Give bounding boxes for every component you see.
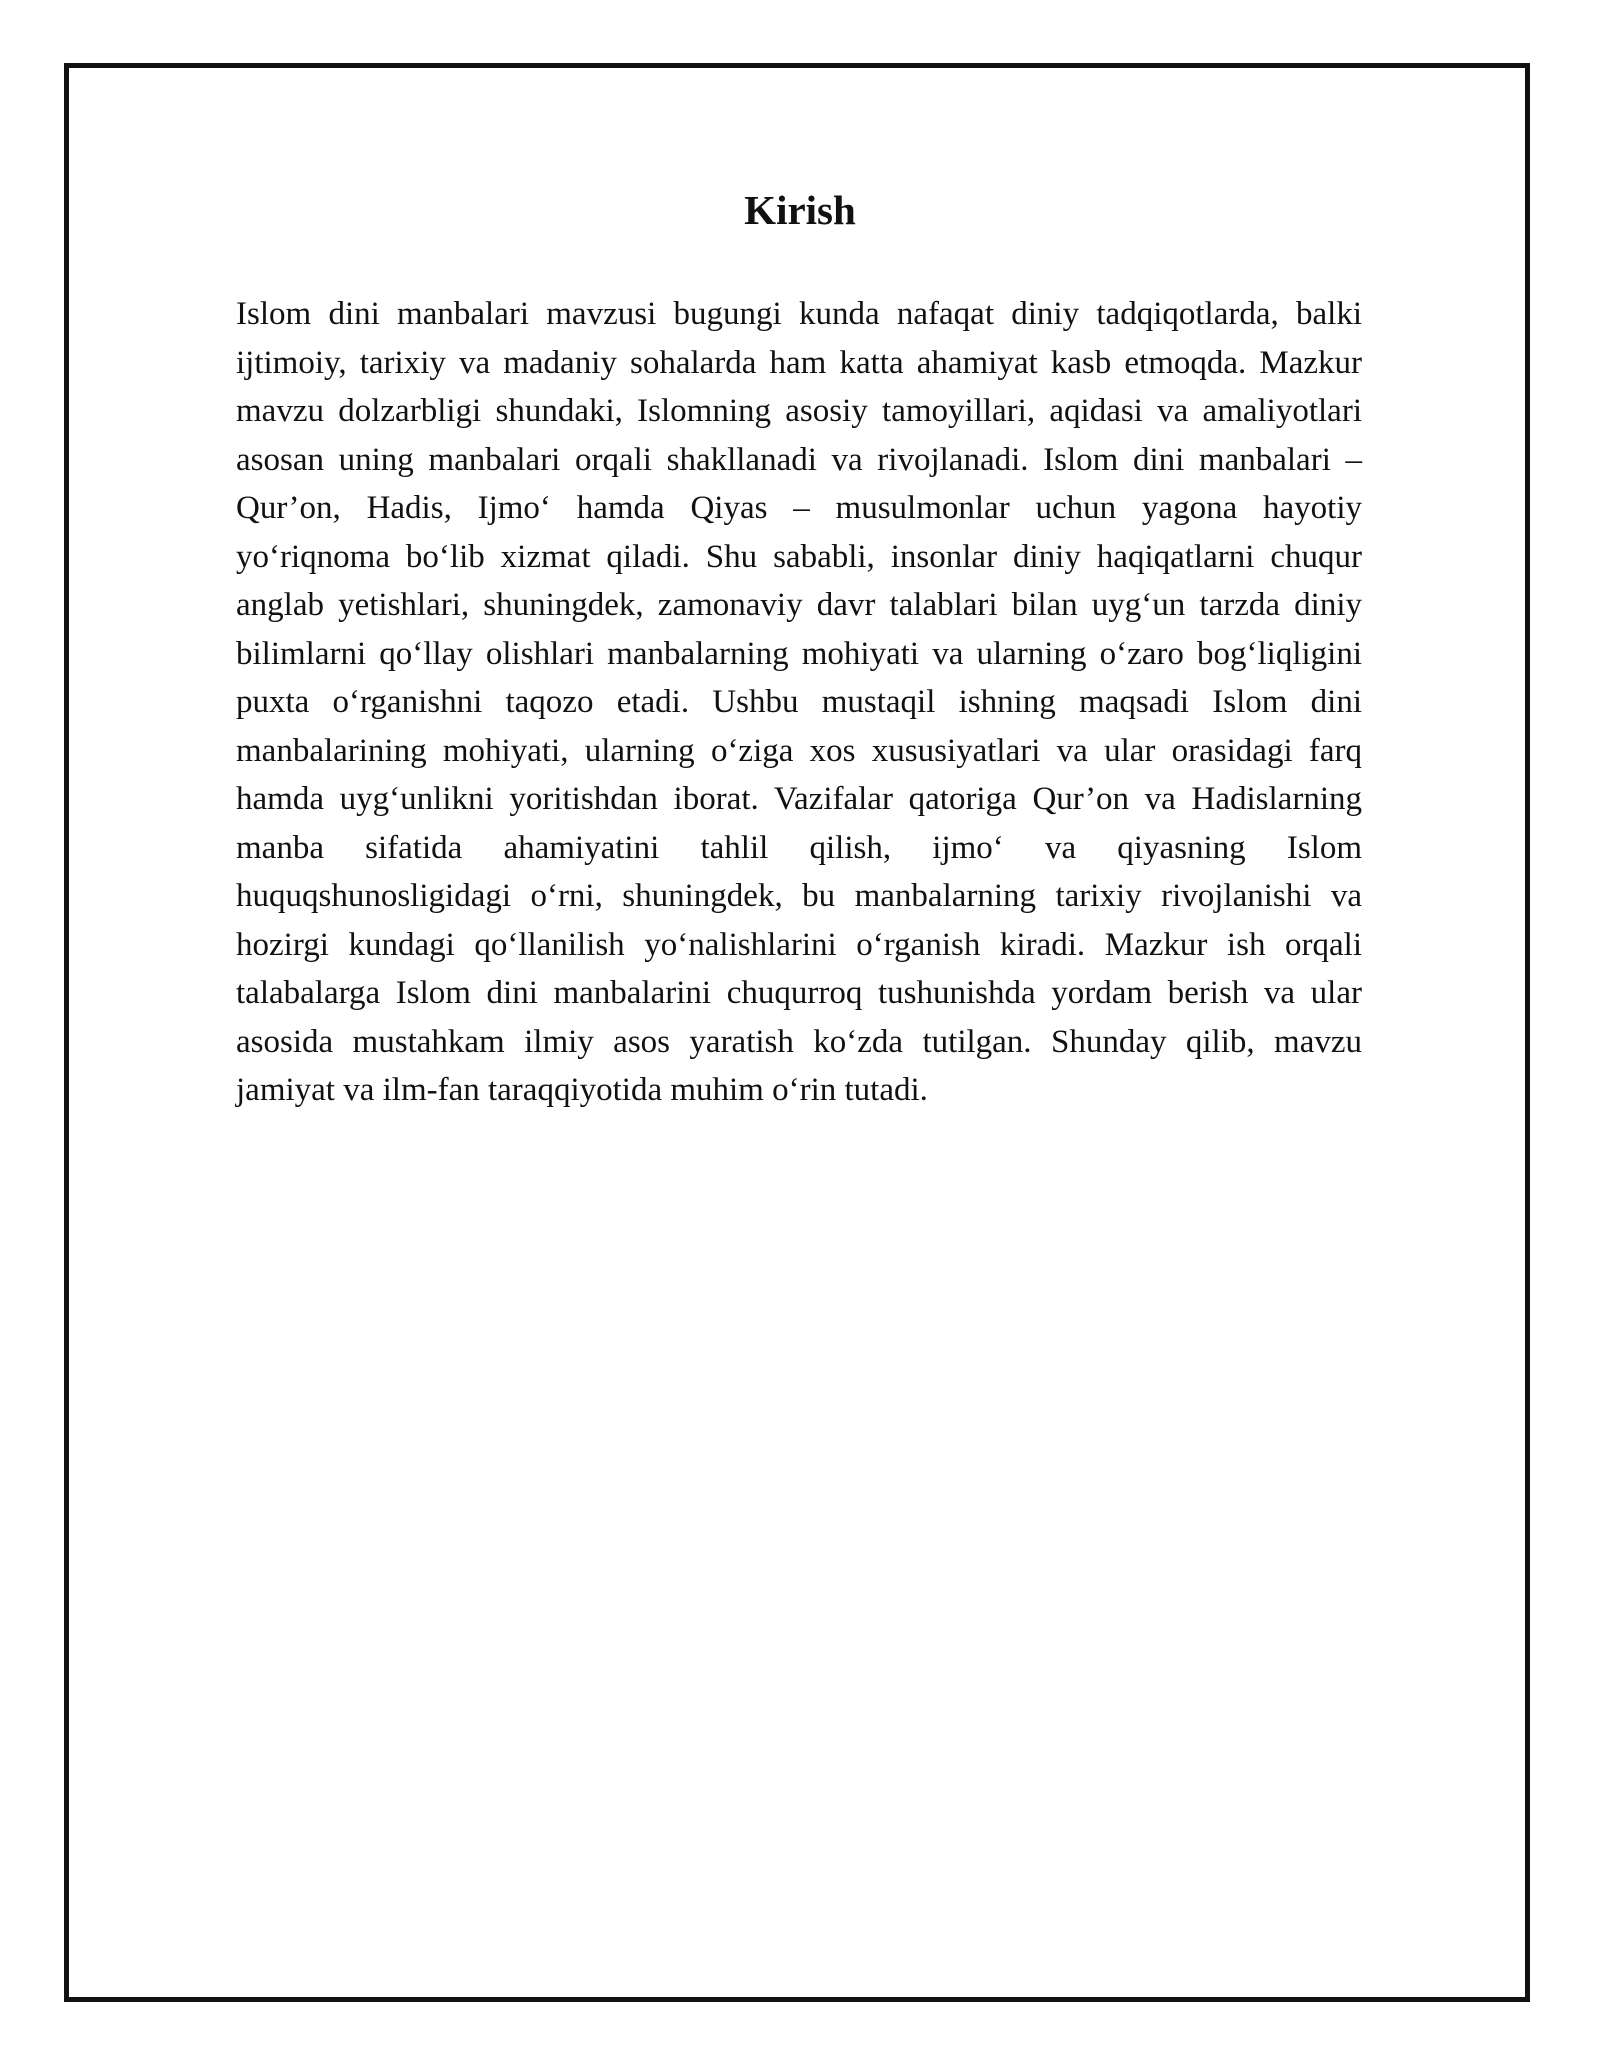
page-title: Kirish bbox=[744, 187, 856, 233]
intro-paragraph: Islom dini manbalari mavzusi bugungi kunda nafaqat diniy tadqiqotlarda, balki ijtimoiy, tarixiy va madaniy sohalarda ham katta ahamiyat kasb etmoqda. Mazkur mavzu dolzarbligi shundaki, Islomning asosiy tamoyillari, aqidasi va amaliyotlari asosan uning manbalari orqali shakllanadi va rivojlanadi. Islom dini manbalari – Qur’on, Hadis, Ijmo‘ hamda Qiyas – musulmonlar uchun yagona hayotiy yo‘riqnoma bo‘lib xizmat qiladi. Shu sababli, insonlar diniy haqiqatlarni chuqur anglab yetishlari, shuningdek, zamonaviy davr talablari bilan uyg‘un tarzda diniy bilimlarni qo‘llay olishlari manbalarning mohiyati va ularning o‘zaro bog‘liqligini puxta o‘rganishni taqozo etadi. Ushbu mustaqil ishning maqsadi Islom dini manbalarining mohiyati, ularning o‘ziga xos xususiyatlari va ular orasidagi farq hamda uyg‘unlikni yoritishdan iborat. Vazifalar qatoriga Qur’on va Hadislarning manba sifatida ahamiyatini tahlil qilish, ijmo‘ va qiyasning Islom huquqshunosligidagi o‘rni, shuningdek, bu manbalarning tarixiy rivojlanishi va hozirgi kundagi qo‘llanilish yo‘nalishlarini o‘rganish kiradi. Mazkur ish orqali talabalarga Islom dini manbalarini chuqurroq tushunishda yordam berish va ular asosida mustahkam ilmiy asos yaratish ko‘zda tutilgan. Shunday qilib, mavzu jamiyat va ilm-fan taraqqiyotida muhim o‘rin tutadi. bbox=[236, 296, 1362, 1108]
